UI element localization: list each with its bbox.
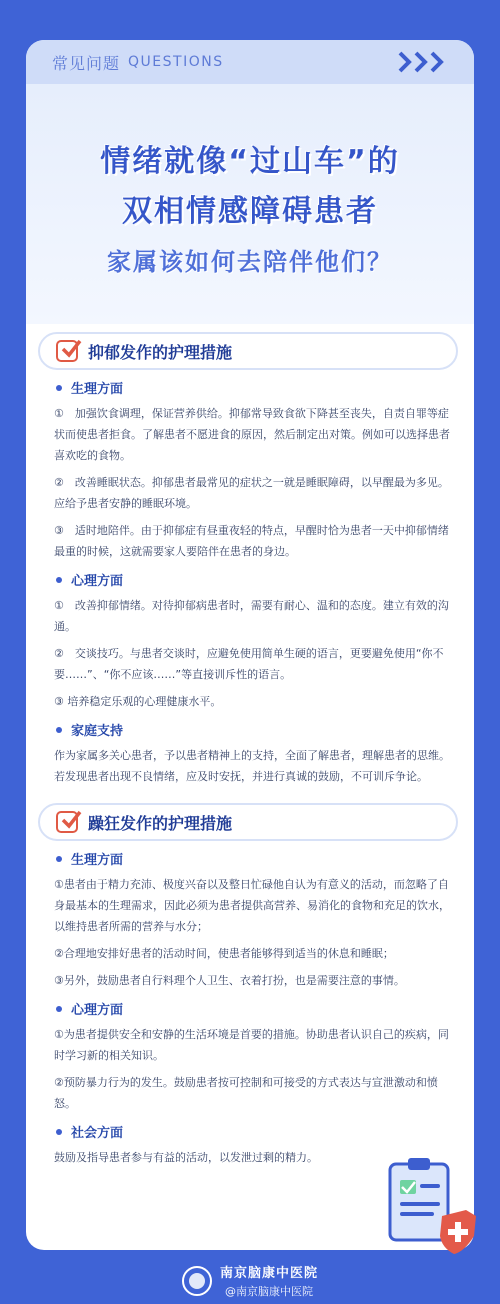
weibo-handle: @南京脑康中医院 <box>224 1285 313 1298</box>
sub-heading-text: 心理方面 <box>71 574 124 589</box>
section-title: 躁狂发作的护理措施 <box>88 813 233 833</box>
hero-question: 家属该如何去陪伴他们？ <box>107 248 393 276</box>
card-header <box>26 40 474 84</box>
sub-heading <box>54 1122 452 1141</box>
footer-logo-row <box>0 1262 500 1299</box>
arrow-right-icon <box>414 51 428 73</box>
section-mania <box>26 803 474 1168</box>
check-icon <box>60 338 82 360</box>
arrow-right-icon <box>430 51 444 73</box>
footer <box>0 1262 500 1299</box>
bullet-icon <box>56 385 62 391</box>
header-subtitle: QUESTIONS <box>128 54 224 70</box>
arrow-right-icon <box>398 51 412 73</box>
questions-card <box>26 40 474 1250</box>
paragraph: ③ 适时地陪伴。由于抑郁症有昼重夜轻的特点，早醒时恰为患者一天中抑郁情绪最重的时候，这就需要家人要陪伴在患者的身边。 <box>54 524 449 558</box>
paragraph: 鼓励及指导患者参与有益的活动，以发泄过剩的精力。 <box>54 1151 318 1164</box>
paragraph: ③另外，鼓励患者自行料理个人卫生、衣着打扮，也是需要注意的事情。 <box>54 974 405 987</box>
check-box <box>56 811 78 833</box>
bullet-icon <box>56 1129 62 1135</box>
paragraph: ①患者由于精力充沛、极度兴奋以及整日忙碌他自认为有意义的活动，而忽略了自身最基本的生理需求，因此必须为患者提供高营养、易消化的食物和充足的饮水，以维持患者所需的营养与水分； <box>54 878 450 933</box>
hospital-logo-icon <box>182 1266 212 1296</box>
sub-heading <box>54 849 452 868</box>
paragraph: ③ 培养稳定乐观的心理健康水平。 <box>54 695 222 708</box>
check-box <box>56 340 78 362</box>
hospital-name: 南京脑康中医院 <box>219 1266 318 1281</box>
header-title: 常见问题 <box>52 53 121 73</box>
sub-heading-text: 心理方面 <box>71 1003 124 1018</box>
sub-heading-text: 生理方面 <box>71 382 124 397</box>
paragraph: ② 改善睡眠状态。抑郁患者最常见的症状之一就是睡眠障碍，以早醒最为多见。应给予患者安静的睡眠环境。 <box>54 476 449 510</box>
paragraph: ① 改善抑郁情绪。对待抑郁病患者时，需要有耐心、温和的态度。建立有效的沟通。 <box>54 599 449 633</box>
section-title: 抑郁发作的护理措施 <box>88 342 233 362</box>
section-title-pill <box>38 803 458 841</box>
hero-title-line1: 情绪就像“过山车”的 <box>100 144 400 179</box>
bullet-icon <box>56 1006 62 1012</box>
clipboard-icon <box>380 1158 480 1258</box>
sub-heading-text: 生理方面 <box>71 853 124 868</box>
bullet-icon <box>56 577 62 583</box>
paragraph: ② 交谈技巧。与患者交谈时，应避免使用简单生硬的语言，更要避免使用“你不要……”、“你不应该……”等直接训斥性的语言。 <box>54 647 444 681</box>
paragraph: ① 加强饮食调理，保证营养供给。抑郁常导致食欲下降甚至丧失，自责自罪等症状而使患者拒食。了解患者不愿进食的原因，然后制定出对策。例如可以选择患者喜欢吃的食物。 <box>54 407 450 462</box>
sub-heading <box>54 378 452 397</box>
paragraph: ①为患者提供安全和安静的生活环境是首要的措施。协助患者认识自己的疾病，同时学习新的相关知识。 <box>54 1028 449 1062</box>
hero-banner <box>26 84 474 324</box>
sub-heading <box>54 999 452 1018</box>
check-icon <box>60 809 82 831</box>
hero-title-line2: 双相情感障碍患者 <box>122 194 378 229</box>
section-depression <box>26 332 474 787</box>
arrows-group <box>398 51 444 73</box>
sub-heading <box>54 720 452 739</box>
paragraph: ②合理地安排好患者的活动时间，使患者能够得到适当的休息和睡眠； <box>54 947 394 960</box>
sub-heading <box>54 570 452 589</box>
paragraph: 作为家属多关心患者，予以患者精神上的支持，全面了解患者，理解患者的思维。若发现患者出现不良情绪，应及时安抚，并进行真诚的鼓励，不可训斥争论。 <box>54 749 450 783</box>
section-title-pill <box>38 332 458 370</box>
bullet-icon <box>56 727 62 733</box>
sub-heading-text: 家庭支持 <box>71 724 124 739</box>
bullet-icon <box>56 856 62 862</box>
paragraph: ②预防暴力行为的发生。鼓励患者按可控制和可接受的方式表达与宣泄激动和愤怒。 <box>54 1076 438 1110</box>
sub-heading-text: 社会方面 <box>71 1126 124 1141</box>
